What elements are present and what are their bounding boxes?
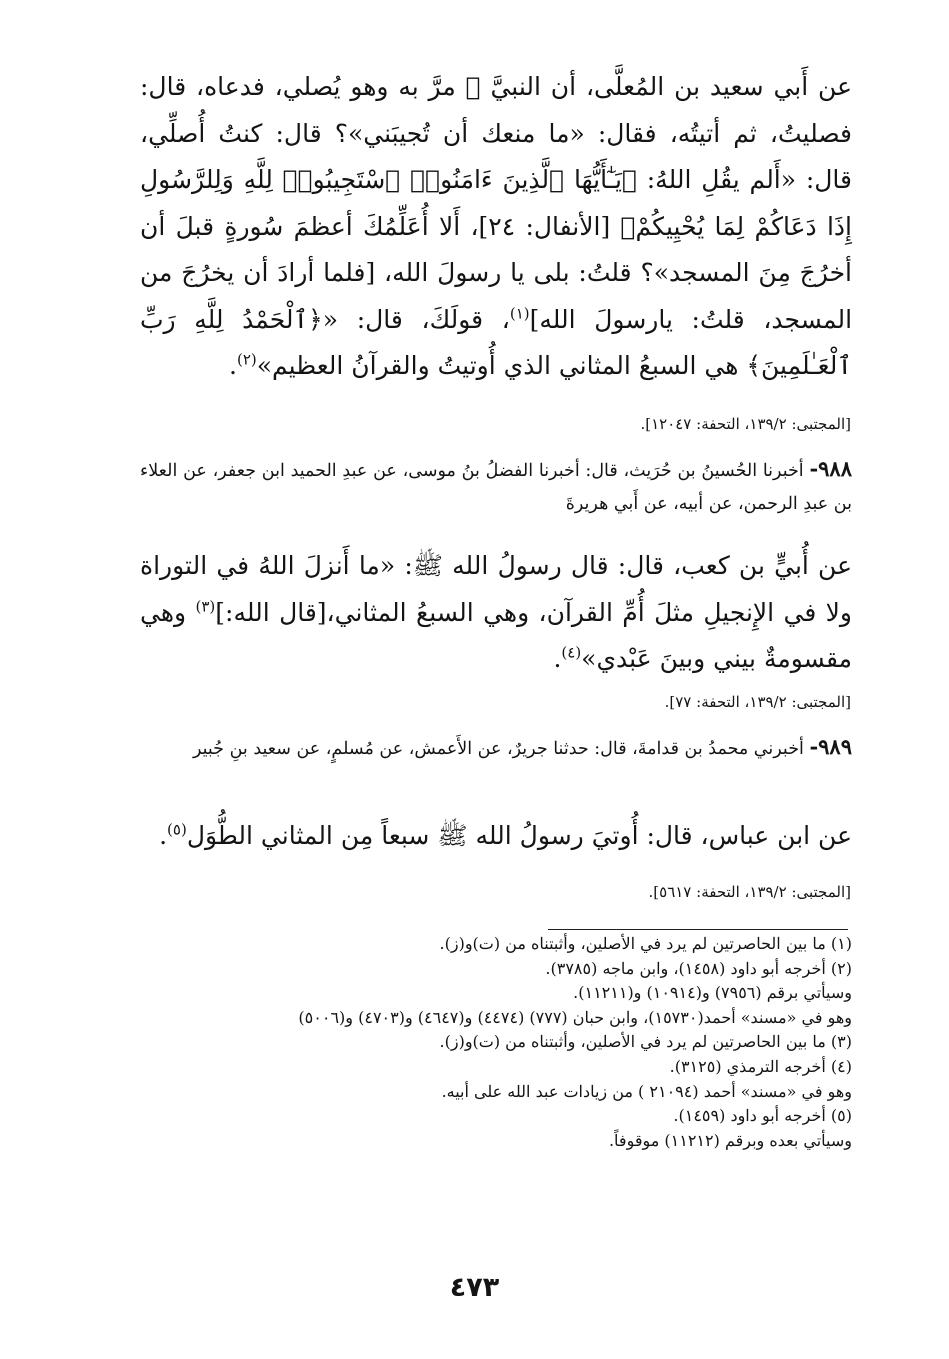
source-reference: [المجتبى: ١٣٩/٢، التحفة: ١٢٠٤٧]. bbox=[640, 415, 851, 433]
footnote-ref-5[interactable]: (٥) bbox=[167, 820, 187, 839]
hadith-989-isnad bbox=[140, 730, 852, 766]
matn-text: ، قولَكَ، قال: «﴿ٱلْحَمْدُ لِلَّهِ رَبِّ ٱلْعَـٰلَمِينَ﴾ هي السبعُ المثاني الذي أُوتيتُ والقرآنُ العظيم» bbox=[140, 304, 852, 380]
footnote-item: (٣) ما بين الحاصرتين لم يرد في الأصلين، وأثبتناه من (ت)و(ز). bbox=[439, 1032, 852, 1052]
source-reference: [المجتبى: ١٣٩/٢، التحفة: ٧٧]. bbox=[664, 693, 851, 711]
footnote-ref-2[interactable]: (٢) bbox=[236, 350, 257, 369]
footnote-ref-1[interactable]: (١) bbox=[509, 304, 530, 323]
footnotes bbox=[145, 932, 852, 1153]
matn-text: عن أُبيٍّ بن كعب، قال: قال رسولُ الله ﷺ: «ما أَنزلَ اللهُ في التوراة ولا في الإِنجيلِ مثلَ أُمِّ القرآن، وهي السبعُ المثاني،[قال الله:] bbox=[140, 551, 853, 627]
source-reference: [المجتبى: ١٣٩/٢، التحفة: ٥٦١٧]. bbox=[648, 883, 851, 901]
hadith-number: ٩٨٩- bbox=[809, 734, 852, 759]
footnote-ref-3[interactable]: (٣) bbox=[195, 597, 216, 616]
footnote-ref-4[interactable]: (٤) bbox=[561, 643, 582, 662]
matn-text: عن أَبي سعيد بن المُعلَّى، أن النبيَّ ﷺ مرَّ به وهو يُصلي، فدعاه، قال: فصليتُ، ثم أتيتُه، فقال: «ما منعك أن تُجيبَني»؟ قال: كنتُ أُصلِّي، قال: «أَلم يقُلِ اللهُ: ﴿يَـٰٓأَيُّهَا ٱلَّذِينَ ءَامَنُوا۟ ٱسْتَجِيبُوا۟ لِلَّهِ وَلِلرَّسُولِ إِذَا دَعَاكُمْ لِمَا يُحْيِيكُمْ﴾ [الأنفال: ٢٤]، أَلا أُعَلِّمُكَ أعظمَ سُورةٍ قبلَ أن أخرُجَ مِنَ المسجد»؟ قلتُ: بلى يا رسولَ الله، [فلما أرادَ أن يخرُجَ من المسجد، قلتُ: يارسولَ الله] bbox=[140, 72, 853, 334]
footnote-item: وهو في «مسند» أحمد (٢١٠٩٤ ) من زيادات عبد الله على أبيه. bbox=[441, 1081, 852, 1101]
page-number: ٤٧٣ bbox=[449, 1272, 500, 1303]
footnote-item: (٤) أخرجه الترمذي (٣١٢٥). bbox=[669, 1056, 852, 1076]
hadith-988-isnad bbox=[140, 452, 852, 521]
footnote-item: (١) ما بين الحاصرتين لم يرد في الأصلين، وأثبتناه من (ت)و(ز). bbox=[439, 934, 852, 953]
footnote-item: وسيأتي برقم (٧٩٥٦) و(١٠٩١٤) و(١١٢١١). bbox=[573, 983, 852, 1003]
isnad-text: أخبرني محمدُ بن قدامةَ، قال: حدثنا جريرٌ، عن الأَعمش، عن مُسلمٍ، عن سعيد بنِ جُبير bbox=[192, 739, 810, 759]
footnote-item: (٥) أخرجه أبو داود (١٤٥٩). bbox=[673, 1106, 852, 1126]
footnote-item: وهو في «مسند» أحمد(١٥٧٣٠)، وابن حبان (٧٧٧) (٤٤٧٤) و(٤٦٤٧) و(٤٧٠٣) و(٥٠٠٦) bbox=[298, 1007, 852, 1027]
footnote-item: وسيأتي بعده وبرقم (١١٢١٢) موقوفاً. bbox=[608, 1130, 852, 1150]
footnote-item: (٢) أخرجه أبو داود (١٤٥٨)، وابن ماجه (٣٧٨٥). bbox=[545, 958, 852, 978]
isnad-text: أخبرنا الحُسينُ بن حُرَيث، قال: أخبرنا الفضلُ بنُ موسى، عن عبدِ الحميد ابن جعفر، عن العلاء بن عبدِ الرحمن، عن أبيه، عن أَبي هريرةَ bbox=[140, 461, 852, 514]
footnote-separator bbox=[548, 929, 848, 930]
hadith-989-matn: عن ابن عباس، قال: أُوتيَ رسولُ الله ﷺ سبعاً مِن المثاني الطُّوَل$^{(٥)}$. bbox=[159, 820, 852, 850]
matn-text: عن ابن عباس، قال: أُوتيَ رسولُ الله ﷺ سبعاً مِن المثاني الطُّوَل bbox=[186, 821, 852, 850]
matn-text: وهي مقسومةٌ بيني وبينَ عَبْدي» bbox=[140, 597, 852, 673]
hadith-988-matn: عن أُبيٍّ بن كعب، قال: قال رسولُ الله ﷺ: «ما أَنزلَ اللهُ في التوراة ولا في الإِنجيلِ مثلَ أُمِّ القرآن، وهي السبعُ المثاني،[قال الله:]$^{(٣)}$ وهي مقسومةٌ بيني وبينَ عَبْدي»$^{(٤)}$. bbox=[140, 551, 853, 673]
hadith-number: ٩٨٨- bbox=[809, 456, 852, 481]
hadith-986-matn: عن أَبي سعيد بن المُعلَّى، أن النبيَّ ﷺ مرَّ به وهو يُصلي، فدعاه، قال: فصليتُ، ثم أتيتُه، فقال: «ما منعك أن تُجيبَني»؟ قال: كنتُ أُصلِّي، قال: «أَلم يقُلِ اللهُ: ﴿يَـٰٓأَيُّهَا ٱلَّذِينَ ءَامَنُوا۟ ٱسْتَجِيبُوا۟ لِلَّهِ وَلِلرَّسُولِ إِذَا دَعَاكُمْ لِمَا يُحْيِيكُمْ﴾ [الأنفال: ٢٤]، أَلا أُعَلِّمُكَ أعظمَ سُورةٍ قبلَ أن أخرُجَ مِنَ المسجد»؟ قلتُ: بلى يا رسولَ الله، [فلما أرادَ أن يخرُجَ من المسجد، قلتُ: يارسولَ الله]$^{(١)}$، قولَكَ، قال: «﴿ٱلْحَمْدُ لِلَّهِ رَبِّ ٱلْعَـٰلَمِينَ﴾ هي السبعُ المثاني الذي أُوتيتُ والقرآنُ العظيم»$^{(٢)}$. bbox=[140, 72, 853, 380]
